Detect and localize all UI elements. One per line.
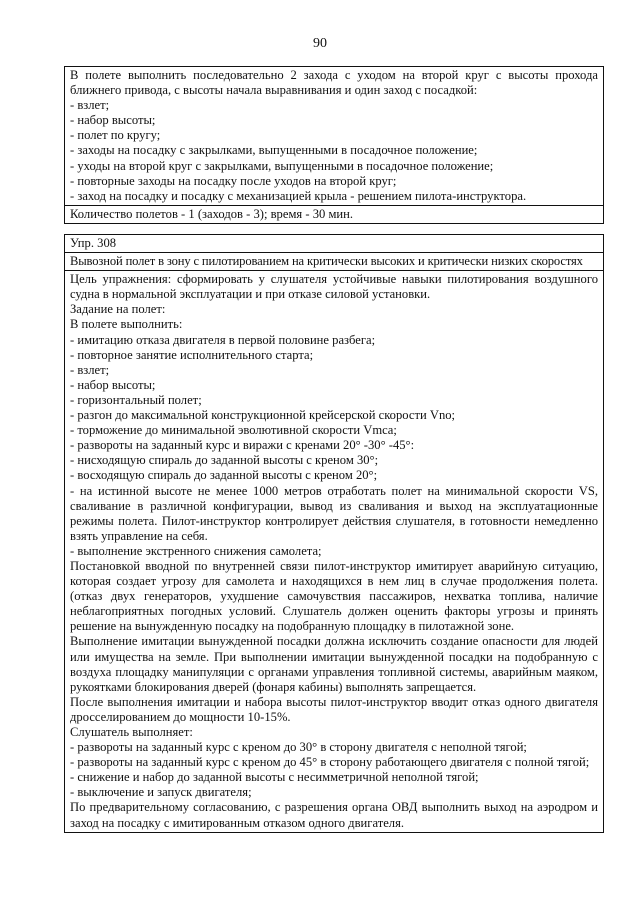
list-item: - уходы на второй круг с закрылками, выпущенными в посадочное положение; (70, 158, 494, 173)
exercise-title-cell (65, 252, 603, 270)
list-item: - взлет; (70, 98, 110, 113)
list-item: - торможение до минимальной эволютивной скорости Vmca; (70, 423, 397, 438)
list-item: - на истинной высоте не менее 1000 метров отработать полет на минимальной скорости VS, сваливание в различной конфигурации, вывод из сваливания и выход на эксплуатационные режимы полета. Пилот-инструктор контролирует действия слушателя, в готовности немедленно взять управление на себя. (70, 483, 598, 543)
list-item: - заход на посадку и посадку с механизацией крыла - решением пилота-инструктора. (70, 188, 527, 203)
box1-intro: В полете выполнить последовательно 2 захода с уходом на второй круг с высоты прохода ближнего привода, с высоты начала выравнивания и один заход с посадкой: (70, 68, 598, 98)
list-item: - выполнение экстренного снижения самолета; (70, 543, 322, 558)
list-item: - развороты на заданный курс с креном до 45° в сторону работающего двигателя с полной тягой; (70, 755, 590, 770)
list-item: - выключение и запуск двигателя; (70, 785, 252, 800)
exercise-number: Упр. 308 (70, 236, 117, 250)
exercise-title: Вывозной полет в зону с пилотированием на критически высоких и критически низких скоростях (70, 254, 583, 269)
scenario-paragraph: Постановкой вводной по внутренней связи пилот-инструктор имитирует аварийную ситуацию, которая создает угрозу для самолета и находящихся в нем лиц в случае продолжения полета. (отказ двух генераторов, ухудшение самочувствия пассажиров, нехватка топлива, наличие неблагоприятных погодных условий. Слушатель должен оценить факторы угрозы и принять решение на вынужденную посадку на подобранную площадку в пилотажной зоне. (70, 558, 598, 634)
list-item: - разгон до максимальной конструкционной крейсерской скорости Vno; (70, 408, 456, 423)
list-item: - снижение и набор до заданной высоты с несимметричной неполной тягой; (70, 770, 479, 785)
list-item: - набор высоты; (70, 377, 156, 392)
forced-landing-paragraph: Выполнение имитации вынужденной посадки должна исключить создание опасности для людей или имущества на земле. При выполнении имитации вынужденной посадки на подобранную с воздуха площадку манипуляции с органами управления топливной системы, аварийным маяком, рукоятками блокирования дверей (фонаря кабины) выполнять запрещается. (70, 634, 598, 694)
exercise-goal: Цель упражнения: сформировать у слушателя устойчивые навыки пилотирования воздушного судна в нормальной эксплуатации и при отказе силовой установки. (70, 272, 598, 302)
list-item: - повторные заходы на посадку после уходов на второй круг; (70, 173, 397, 188)
exercise-continuation-box (64, 66, 604, 224)
list-item: - развороты на заданный курс с креном до 30° в сторону двигателя с неполной тягой; (70, 740, 527, 755)
flight-count-text: Количество полетов - 1 (заходов - 3); время - 30 мин. (70, 206, 354, 221)
listener-item-list (70, 740, 598, 800)
list-item: - имитацию отказа двигателя в первой половине разбега; (70, 332, 376, 347)
list-item: - развороты на заданный курс и виражи с кренами 20° -30° -45°: (70, 438, 415, 453)
listener-label: Слушатель выполняет: (70, 725, 193, 739)
page-number: 90 (313, 36, 327, 51)
list-item: - взлет; (70, 362, 110, 377)
task-label: Задание на полет: (70, 302, 166, 317)
box1-footer (65, 205, 603, 223)
list-item: - набор высоты; (70, 113, 156, 128)
exercise-number-cell (65, 235, 603, 252)
task-item-list (70, 333, 598, 559)
list-item: - повторное занятие исполнительного старта; (70, 347, 314, 362)
engine-failure-paragraph: После выполнения имитации и набора высоты пилот-инструктор вводит отказ одного двигателя дросселированием до мощности 10-15%. (70, 694, 598, 724)
list-item: - горизонтальный полет; (70, 392, 202, 407)
exercise-body (65, 270, 603, 831)
closing-paragraph: По предварительному согласованию, с разрешения органа ОВД выполнить выход на аэродром и заход на посадку с имитированным отказом одного двигателя. (70, 800, 598, 830)
perform-label: В полете выполнить: (70, 317, 183, 332)
exercise-308-box (64, 234, 604, 833)
box1-item-list (70, 98, 598, 204)
list-item: - восходящую спираль до заданной высоты с креном 20°; (70, 468, 378, 483)
list-item: - полет по кругу; (70, 128, 161, 143)
box1-body (65, 67, 603, 205)
list-item: - нисходящую спираль до заданной высоты с креном 30°; (70, 453, 379, 468)
list-item: - заходы на посадку с закрылками, выпущенными в посадочное положение; (70, 143, 478, 158)
